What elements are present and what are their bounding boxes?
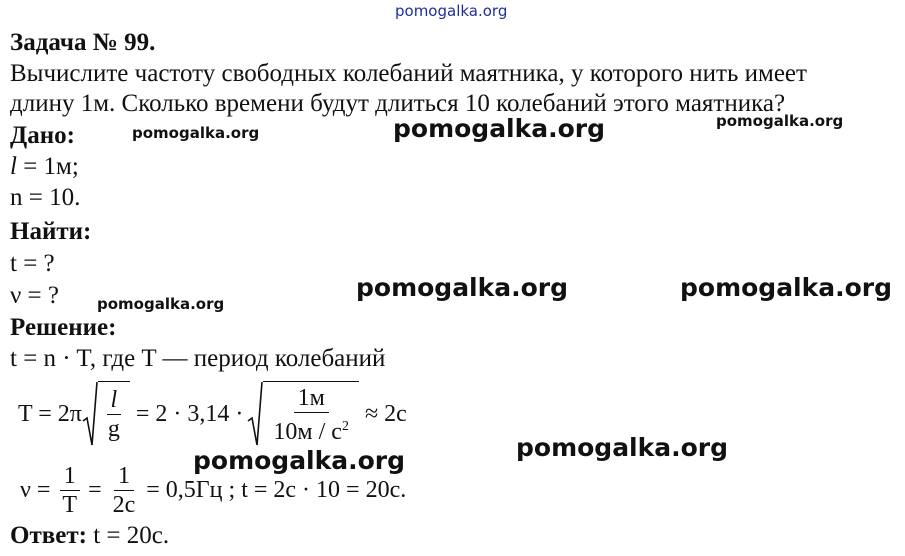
frequency-formula: [20, 460, 406, 520]
period-lhs: T = 2π: [18, 400, 82, 427]
sqrt-values: [247, 381, 359, 447]
fraction-denominator: 2с: [112, 491, 136, 518]
radical-sign-icon: [247, 381, 263, 447]
task-text-line-2: длину 1м. Сколько времени будут длиться 10 колебаний этого маятника?: [10, 90, 786, 117]
radical-sign-icon: [82, 381, 98, 447]
period-result: ≈ 2с: [364, 400, 407, 427]
fraction-numerator: 1: [60, 463, 80, 491]
fraction-denominator: g: [107, 416, 120, 442]
fraction-numerator: l: [107, 387, 122, 415]
period-formula: [18, 377, 407, 451]
equals-sign: =: [88, 476, 102, 503]
fraction-1-T: [58, 463, 81, 518]
watermark-small: pomogalka.org: [97, 295, 225, 313]
watermark-small: pomogalka.org: [716, 112, 844, 130]
watermark-small: pomogalka.org: [132, 124, 260, 142]
length-symbol: l: [10, 153, 17, 180]
watermark-large: pomogalka.org: [356, 273, 569, 302]
fraction-1-2c: [109, 463, 140, 518]
sqrt-l-over-g: [82, 381, 130, 447]
fraction-denominator: [269, 413, 353, 445]
denominator-exponent: 2: [341, 418, 349, 434]
task-title: Задача № 99.: [10, 29, 156, 56]
fraction-numerator: 1м: [294, 385, 329, 413]
watermark-large: pomogalka.org: [680, 273, 893, 302]
given-heading: Дано:: [10, 122, 75, 149]
solution-heading: Решение:: [10, 314, 117, 341]
length-value: = 1м;: [16, 153, 79, 180]
task-text-line-1: Вычислите частоту свободных колебаний маятника, у которого нить имеет: [10, 60, 807, 87]
find-time: t = ?: [10, 250, 55, 277]
fraction-l-g: [104, 387, 124, 442]
denominator-main: 10м / с: [273, 418, 342, 445]
watermark-large: pomogalka.org: [393, 114, 606, 143]
answer-line: [10, 521, 169, 551]
watermark-large: pomogalka.org: [516, 433, 729, 462]
given-length: [10, 152, 79, 182]
solution-line-1: t = n · T, где T — период колебаний: [10, 345, 386, 372]
fraction-denominator: T: [62, 491, 78, 518]
answer-value: t = 20с.: [86, 522, 170, 549]
given-count: n = 10.: [10, 184, 81, 211]
watermark-large: pomogalka.org: [193, 446, 406, 475]
fraction-numerator: 1: [114, 463, 134, 491]
fraction-values: [269, 385, 353, 445]
frequency-lhs: ν =: [20, 476, 51, 503]
find-frequency: ν = ?: [10, 282, 59, 309]
answer-label: Ответ:: [10, 522, 87, 549]
watermark-top: pomogalka.org: [395, 2, 508, 20]
frequency-result: = 0,5Гц ; t = 2с · 10 = 20с.: [146, 476, 407, 503]
period-mid: = 2 · 3,14 ·: [135, 400, 244, 427]
find-heading: Найти:: [10, 218, 92, 245]
